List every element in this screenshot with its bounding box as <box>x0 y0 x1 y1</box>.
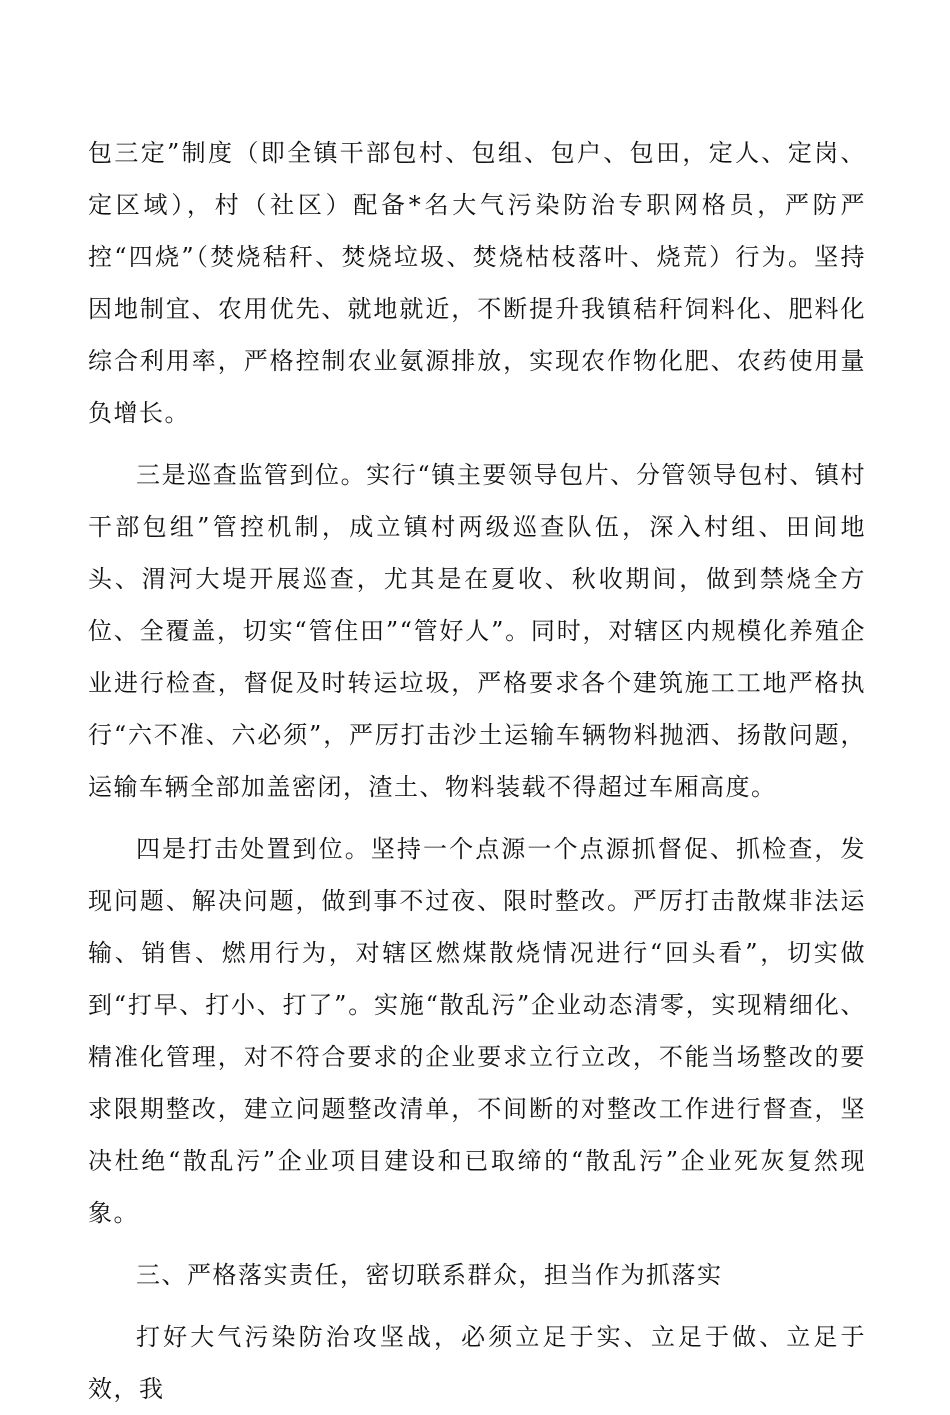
paragraph-continuation: 包三定”制度（即全镇干部包村、包组、包户、包田，定人、定岗、定区域），村（社区）配备*名大气污染防治专职网格员，严防严控“四烧”（焚烧秸秆、焚烧垃圾、焚烧枯枝落叶、烧荒）行为。坚持因地制宜、农用优先、就地就近，不断提升我镇秸秆饲料化、肥料化综合利用率，严格控制农业氨源排放，实现农作物化肥、农药使用量负增长。 <box>88 139 866 427</box>
paragraph-inspection-supervision: 三是巡查监管到位。实行“镇主要领导包片、分管领导包村、镇村干部包组”管控机制，成立镇村两级巡查队伍，深入村组、田间地头、渭河大堤开展巡查，尤其是在夏收、秋收期间，做到禁烧全方位、全覆盖，切实“管住田”“管好人”。同时，对辖区内规模化养殖企业进行检查，督促及时转运垃圾，严格要求各个建筑施工工地严格执行“六不准、六必须”，严厉打击沙土运输车辆物料抛洒、扬散问题，运输车辆全部加盖密闭，渣土、物料装载不得超过车厢高度。 <box>88 461 866 801</box>
document-body <box>88 127 866 1415</box>
paragraph-section-intro: 打好大气污染防治攻坚战，必须立足于实、立足于做、立足于效，我 <box>88 1323 866 1403</box>
section-heading: 三、严格落实责任，密切联系群众，担当作为抓落实 <box>136 1261 723 1289</box>
paragraph-enforcement: 四是打击处置到位。坚持一个点源一个点源抓督促、抓检查，发现问题、解决问题，做到事不过夜、限时整改。严厉打击散煤非法运输、销售、燃用行为，对辖区燃煤散烧情况进行“回头看”，切实做到“打早、打小、打了”。实施“散乱污”企业动态清零，实现精细化、精准化管理，对不符合要求的企业要求立行立改，不能当场整改的要求限期整改，建立问题整改清单，不间断的对整改工作进行督查，坚决杜绝“散乱污”企业项目建设和已取缔的“散乱污”企业死灰复然现象。 <box>88 835 866 1227</box>
